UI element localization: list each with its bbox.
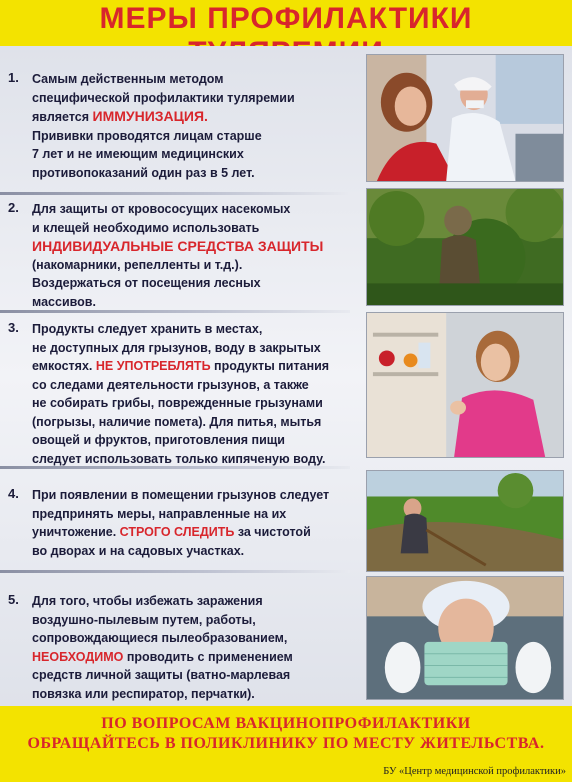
item-number: 2. [8, 200, 19, 215]
text-line: во дворах и на садовых участках. [32, 543, 245, 558]
item-text [32, 70, 344, 182]
text-line [32, 357, 344, 376]
text-line: Для того, чтобы избежать заражения [32, 594, 263, 608]
photo-face-mask [366, 576, 564, 700]
text-line [32, 523, 344, 542]
text-fragment: является [32, 110, 93, 124]
photo-refrigerator [366, 312, 564, 458]
photo-yard-work [366, 470, 564, 572]
text-line: противопоказаний один раз в 5 лет. [32, 165, 255, 180]
item-text [32, 200, 344, 311]
text-line: При появлении в помещении грызунов следует [32, 488, 330, 502]
separator [0, 570, 350, 573]
text-line: средств личной защиты (ватно-марлевая [32, 668, 291, 682]
item-number: 4. [8, 486, 19, 501]
text-line: предпринять меры, направленные на их [32, 506, 287, 521]
text-line: специфической профилактики туляремии [32, 90, 295, 105]
text-line: 7 лет и не имеющим медицинских [32, 147, 244, 161]
text-line: не доступных для грызунов, воду в закрытых [32, 340, 321, 355]
highlight-text: ИММУНИЗАЦИЯ. [92, 108, 208, 124]
highlight-text: НЕОБХОДИМО [32, 649, 124, 664]
text-line: Для защиты от кровососущих насекомых [32, 202, 291, 216]
refrigerator-image [367, 313, 563, 457]
text-fragment: емкостях. [32, 359, 96, 373]
text-line: Самым действенным методом [32, 72, 224, 86]
text-fragment: проводить с применением [123, 649, 293, 664]
text-line: не собирать грибы, поврежденные грызунами [32, 396, 323, 410]
content-panel [0, 46, 572, 706]
text-line: (погрызы, наличие помета). Для питья, мытья [32, 414, 322, 429]
text-fragment: уничтожение. [32, 525, 120, 539]
separator [0, 466, 350, 469]
footer-line: ПО ВОПРОСАМ ВАКЦИНОПРОФИЛАКТИКИ [101, 715, 471, 732]
photo-vaccination [366, 54, 564, 182]
text-line: и клещей необходимо использовать [32, 220, 260, 235]
text-fragment: за чистотой [234, 525, 311, 539]
forest-image [367, 189, 563, 305]
text-line [32, 648, 344, 667]
credit-text: БУ «Центр медицинской профилактики» [383, 766, 566, 777]
separator [0, 192, 350, 195]
text-fragment: продукты питания [210, 359, 330, 373]
photo-forest [366, 188, 564, 306]
text-line: овощей и фруктов, приготовления пищи [32, 433, 285, 447]
text-line [32, 107, 344, 127]
yard-work-image [367, 471, 563, 571]
item-number: 1. [8, 70, 19, 85]
highlight-text: ИНДИВИДУАЛЬНЫЕ СРЕДСТВА ЗАЩИТЫ [32, 238, 324, 254]
vaccination-image [367, 55, 563, 181]
highlight-text: НЕ УПОТРЕБЛЯТЬ [95, 359, 211, 373]
text-line: со следами деятельности грызунов, а также [32, 377, 309, 392]
text-line: (накомарники, репелленты и т.д.). [32, 257, 243, 272]
face-mask-image [367, 577, 563, 699]
footer-line: ОБРАЩАЙТЕСЬ В ПОЛИКЛИНИКУ ПО МЕСТУ ЖИТЕЛЬСТВА. [27, 735, 545, 752]
text-line: сопровождающиеся пылеобразованием, [32, 631, 288, 645]
footer-notice [0, 706, 572, 762]
item-text [32, 320, 344, 468]
text-line: следует использовать только кипяченую воду. [32, 451, 326, 466]
item-number: 3. [8, 320, 19, 335]
text-line: Прививки проводятся лицам старше [32, 128, 262, 143]
item-text [32, 592, 344, 703]
text-line: массивов. [32, 294, 96, 309]
text-line: воздушно-пылевым путем, работы, [32, 612, 256, 627]
item-number: 5. [8, 592, 19, 607]
item-text [32, 486, 344, 560]
text-line: повязка или респиратор, перчатки). [32, 686, 255, 701]
text-line: Продукты следует хранить в местах, [32, 322, 263, 336]
separator [0, 310, 350, 313]
text-line: Воздержаться от посещения лесных [32, 276, 261, 290]
highlight-text: СТРОГО СЛЕДИТЬ [119, 525, 235, 539]
page-title: МЕРЫ ПРОФИЛАКТИКИ [99, 2, 473, 35]
